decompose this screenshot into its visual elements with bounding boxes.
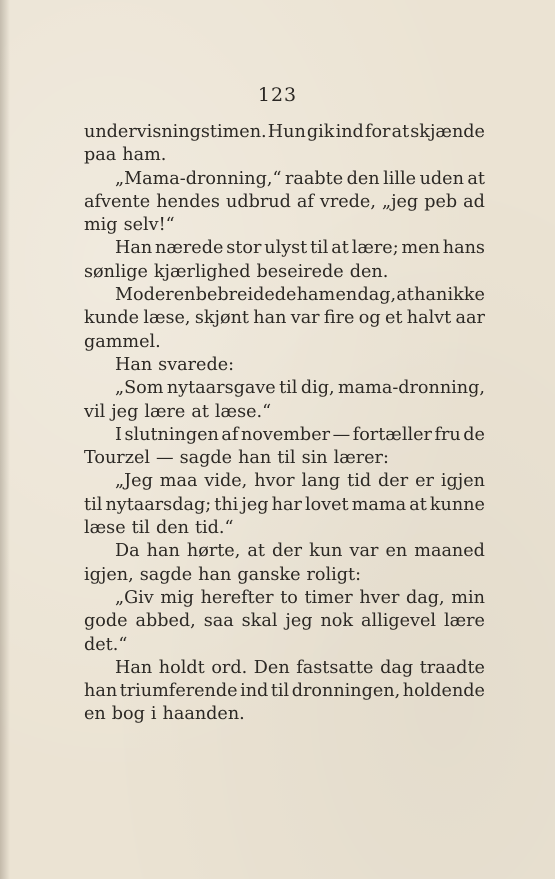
body-text <box>84 121 485 727</box>
text-line: kunde læse, skjønt han var fire og et halvt aar <box>84 308 485 329</box>
page-number: 123 <box>257 84 298 106</box>
text-line: „Jeg maa vide, hvor lang tid der er igjen <box>115 471 485 492</box>
text-line: læse til den tid.“ <box>84 518 234 539</box>
text-line: vil jeg lære at læse.“ <box>84 401 272 422</box>
text-line: Moderen bebreidede ham en dag, at han ikke <box>115 285 485 306</box>
text-line: „Giv mig herefter to timer hver dag, min <box>115 587 485 608</box>
text-line: Tourzel — sagde han til sin lærer: <box>84 448 389 469</box>
text-line: til nytaarsdag; thi jeg har lovet mama at kunne <box>84 494 485 515</box>
text-line: det.“ <box>84 634 128 655</box>
text-line: mig selv!“ <box>84 215 175 236</box>
text-line: paa ham. <box>84 145 167 166</box>
text-line: sønlige kjærlighed beseirede den. <box>84 261 389 282</box>
text-line: Da han hørte, at der kun var en maaned <box>115 541 485 562</box>
text-line: undervisningstimen. Hun gik ind for at skjænde <box>84 122 485 142</box>
text-line: I slutningen af november — fortæller fru de <box>115 424 485 445</box>
text-line: „Mama-dronning,“ raabte den lille uden at <box>115 168 485 189</box>
text-line: Han svarede: <box>115 354 235 375</box>
text-line: han triumferende ind til dronningen, holdende <box>84 681 485 702</box>
text-line: igjen, sagde han ganske roligt: <box>84 564 362 585</box>
spine-shadow <box>0 0 10 879</box>
text-line: gode abbed, saa skal jeg nok alligevel lære <box>84 611 485 632</box>
text-line: en bog i haanden. <box>84 704 245 725</box>
text-line: Han nærede stor ulyst til at lære; men hans <box>115 238 485 259</box>
text-line: gammel. <box>84 331 161 352</box>
text-line: afvente hendes udbrud af vrede, „jeg peb ad <box>84 191 485 212</box>
text-line: „Som nytaarsgave til dig, mama-dronning, <box>115 378 485 399</box>
text-line: Han holdt ord. Den fastsatte dag traadte <box>115 657 485 678</box>
